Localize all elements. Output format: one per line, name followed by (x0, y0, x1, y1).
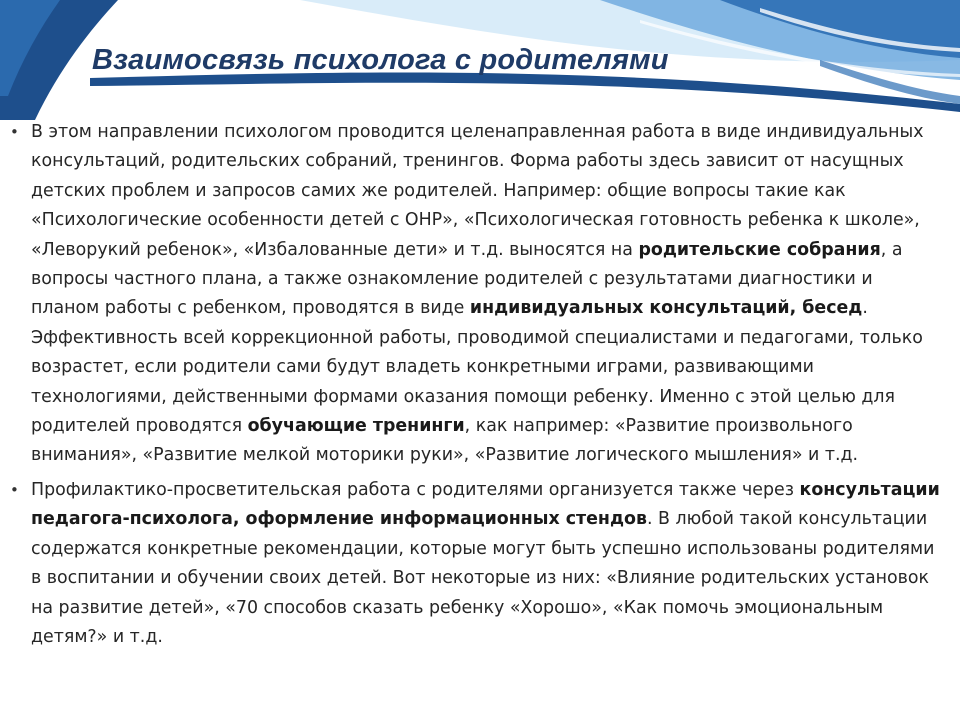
bullet-item (10, 476, 945, 652)
text-segment: . Эффективность всей коррекционной работы, проводимой специалистами и педагогами, только возрастет, если родители сами будут владеть конкретными играми, развивающими технологиями, действенными формами оказания помощи ребенку. Именно с этой целью для родителей проводятся (31, 298, 923, 437)
bold-segment: обучающие тренинги (247, 416, 465, 437)
slide-title: Взаимосвязь психолога с родителями (92, 44, 669, 76)
swoosh-band (90, 72, 960, 112)
bold-segment: консультации педагога-психолога, оформление информационных стендов (31, 479, 940, 530)
text-segment: Профилактико-просветительская работа с родителями организуется также через (31, 479, 800, 500)
bold-segment: индивидуальных консультаций, бесед (469, 298, 863, 319)
bullet-marker: • (10, 480, 19, 499)
bullet-text (31, 480, 940, 647)
bullet-marker: • (10, 123, 19, 141)
slide-body (10, 118, 945, 652)
text-segment: В этом направлении психологом проводится целенаправленная работа в виде индивидуальных консультаций, родительских собраний, тренингов. Форма работы здесь зависит от насущных детских проблем и запросов самих же родителей. Например: общие вопросы такие как «Психологические особенности детей с ОНР», «Психологическая готовность ребенка к школе», «Леворукий ребенок», «Избалованные дети» и т.д. выносятся на (31, 122, 924, 260)
text-segment: , как например: «Развитие произвольного внимания», «Развитие мелкой моторики руки», «Развитие логического мышления» и т.д. (31, 416, 859, 466)
bullet-item (10, 118, 945, 471)
bullet-text (31, 122, 924, 465)
text-segment: . В любой такой консультации содержатся конкретные рекомендации, которые могут быть успешно использованы родителями в воспитании и обучении своих детей. Вот некоторые из них: «Влияние родительских установок на развитие детей», «70 способов сказать ребенку «Хорошо», «Как помочь эмоциональным детям?» и т.д. (31, 509, 935, 647)
bold-segment: родительские собрания (638, 239, 881, 260)
text-segment: , а вопросы частного плана, а также ознакомление родителей с результатами диагностики и планом работы с ребенком, проводятся в виде (31, 239, 903, 319)
